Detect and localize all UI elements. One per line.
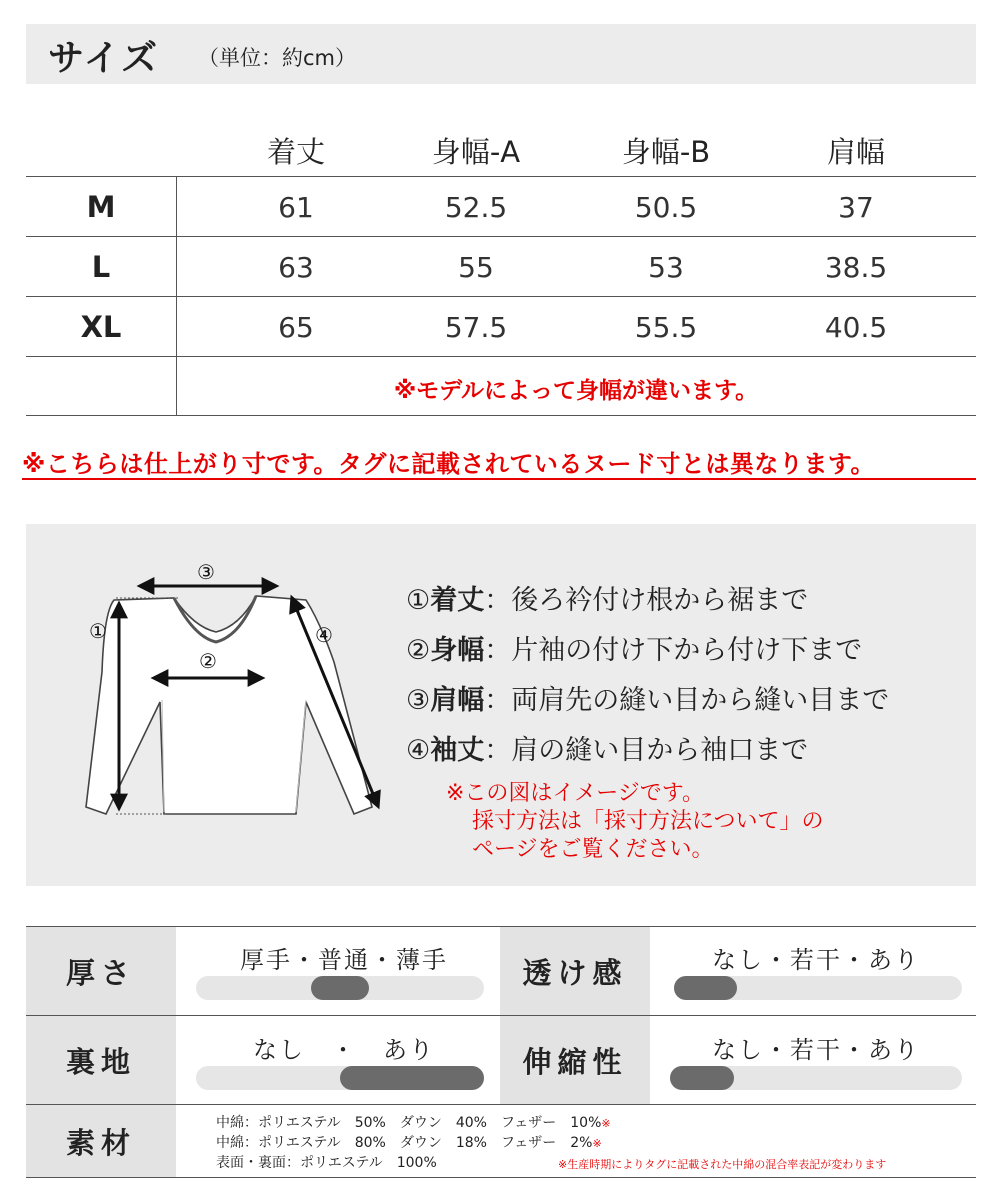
sheerness-indicator <box>674 976 737 1000</box>
column-header-width-b: 身幅-B <box>621 135 711 169</box>
stretch-label: 伸縮性 <box>500 1016 650 1104</box>
material-line-1 <box>216 1112 611 1132</box>
column-header-shoulder: 肩幅 <box>826 135 885 169</box>
table-cell: 53 <box>648 251 684 284</box>
asterisk-mark: ※ <box>601 1117 611 1130</box>
table-cell: 57.5 <box>444 311 508 344</box>
note-underline <box>22 478 976 480</box>
diagram-note-line-3: ページをご覧ください。 <box>472 837 714 862</box>
column-header-width-a: 身幅-A <box>431 135 521 169</box>
legend-label: 身幅 <box>430 635 485 666</box>
marker-2: ② <box>199 649 217 673</box>
table-cell: 65 <box>278 311 314 344</box>
measurement-diagram-panel <box>26 524 976 886</box>
table-divider <box>26 176 976 177</box>
asterisk-mark: ※ <box>592 1137 602 1150</box>
legend-label: 肩幅 <box>430 685 485 716</box>
table-cell: 38.5 <box>824 251 888 284</box>
row-header-xl: XL <box>80 310 122 344</box>
table-cell: 37 <box>838 191 874 224</box>
column-header-length: 着丈 <box>266 135 325 169</box>
diagram-note-line-1: ※この図はイメージです。 <box>446 781 705 806</box>
legend-desc: ：肩の縫い目から袖口まで <box>484 735 809 766</box>
body-width-note: ※モデルによって身幅が違います。 <box>393 378 759 404</box>
table-divider <box>26 356 976 357</box>
thickness-options: 厚手・普通・薄手 <box>240 946 448 974</box>
table-cell: 55.5 <box>634 311 698 344</box>
size-table <box>26 110 976 416</box>
legend-num: ④ <box>406 735 431 766</box>
legend-desc: ：後ろ衿付け根から裾まで <box>484 585 809 616</box>
row-header-l: L <box>91 250 111 284</box>
thickness-indicator <box>311 976 369 1000</box>
table-cell: 50.5 <box>634 191 698 224</box>
table-divider <box>26 296 976 297</box>
table-cell: 40.5 <box>824 311 888 344</box>
legend-num: ③ <box>406 685 431 716</box>
marker-3: ③ <box>197 560 215 584</box>
legend-shoulder-width <box>406 678 889 717</box>
legend-length <box>406 578 808 617</box>
sheerness-label: 透け感 <box>500 927 650 1015</box>
legend-num: ② <box>406 635 431 666</box>
legend-sleeve-length <box>406 728 808 767</box>
stretch-indicator <box>670 1066 734 1090</box>
lining-scale <box>196 1066 484 1090</box>
size-unit: （単位：約cm） <box>198 46 357 70</box>
marker-1: ① <box>89 619 107 643</box>
lining-label: 裏地 <box>26 1016 176 1104</box>
material-text: 中綿：ポリエステル 80% ダウン 18% フェザー 2% <box>216 1135 593 1151</box>
diagram-note-line-2: 採寸方法は「採寸方法について」の <box>472 809 824 834</box>
size-header <box>26 24 976 84</box>
table-divider <box>26 236 976 237</box>
material-note: ※生産時期によりタグに記載された中綿の混合率表記が変わります <box>558 1158 887 1171</box>
sheerness-scale <box>674 976 962 1000</box>
attributes-table <box>26 926 976 1178</box>
stretch-options: なし・若干・あり <box>712 1036 920 1064</box>
attr-divider <box>26 1177 976 1178</box>
marker-4: ④ <box>315 623 333 647</box>
table-cell: 55 <box>458 251 494 284</box>
table-cell: 63 <box>278 251 314 284</box>
lining-options: なし ・ あり <box>253 1036 435 1064</box>
thickness-label: 厚さ <box>26 927 176 1015</box>
legend-body-width <box>406 628 862 667</box>
material-line-3: 表面・裏面：ポリエステル 100% <box>216 1155 437 1171</box>
material-line-2 <box>216 1132 602 1152</box>
legend-num: ① <box>406 585 431 616</box>
stretch-scale <box>670 1066 962 1090</box>
finished-size-note: ※こちらは仕上がり寸です。タグに記載されているヌード寸とは異なります。 <box>22 450 875 478</box>
legend-label: 着丈 <box>430 585 485 616</box>
table-cell: 52.5 <box>444 191 508 224</box>
size-title: サイズ <box>48 38 160 79</box>
row-header-m: M <box>86 190 116 224</box>
legend-label: 袖丈 <box>430 735 485 766</box>
legend-desc: ：片袖の付け下から付け下まで <box>484 635 863 666</box>
table-divider <box>26 415 976 416</box>
material-text: 中綿：ポリエステル 50% ダウン 40% フェザー 10% <box>216 1115 602 1131</box>
lining-indicator <box>340 1066 484 1090</box>
material-label: 素材 <box>26 1105 176 1177</box>
sheerness-options: なし・若干・あり <box>712 946 920 974</box>
garment-diagram <box>44 552 404 852</box>
legend-desc: ：両肩先の縫い目から縫い目まで <box>484 685 890 716</box>
thickness-scale <box>196 976 484 1000</box>
table-cell: 61 <box>278 191 314 224</box>
